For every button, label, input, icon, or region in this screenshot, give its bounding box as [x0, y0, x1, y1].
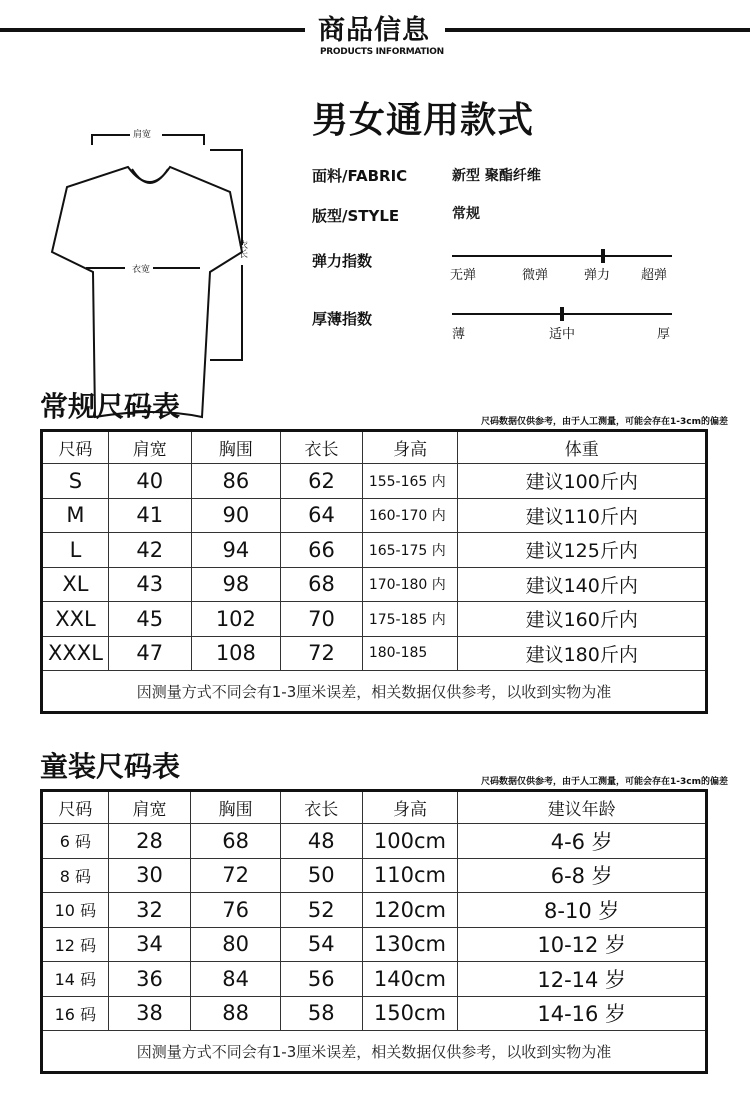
table-row	[42, 927, 707, 962]
table-cell: 47	[108, 636, 191, 671]
table-cell: 衣长	[281, 431, 363, 464]
fabric-label: 面料/FABRIC	[312, 167, 408, 185]
table-cell: 6 码	[42, 824, 109, 859]
table-cell: 6-8 岁	[458, 858, 707, 893]
table-cell: 4-6 岁	[458, 824, 707, 859]
table-footer-note: 因测量方式不同会有1-3厘米误差，相关数据仅供参考，以收到实物为准	[42, 1031, 707, 1073]
table-cell: 建议110斤内	[458, 498, 707, 533]
table-cell: 180-185	[362, 636, 458, 671]
table-cell: 94	[191, 533, 281, 568]
table-cell: 28	[108, 824, 191, 859]
elasticity-label: 弹力指数	[312, 252, 373, 270]
table-cell: 身高	[362, 791, 458, 824]
table-cell: 42	[108, 533, 191, 568]
table-cell: 130cm	[362, 927, 458, 962]
thickness-tick: 厚	[657, 327, 671, 342]
table-row	[42, 636, 707, 671]
table-cell: 175-185 内	[362, 602, 458, 637]
table-cell: 88	[191, 996, 281, 1031]
thickness-label: 厚薄指数	[312, 310, 373, 328]
table-cell: 100cm	[362, 824, 458, 859]
elasticity-tick: 无弹	[450, 268, 477, 283]
table-cell: 68	[281, 567, 363, 602]
table-cell: 43	[108, 567, 191, 602]
table-cell: 150cm	[362, 996, 458, 1031]
fabric-value: 新型 聚酯纤维	[452, 168, 541, 184]
table-cell: 62	[281, 464, 363, 499]
length-label: 衣长	[237, 240, 247, 258]
table-cell: 45	[108, 602, 191, 637]
table-cell: 肩宽	[108, 431, 191, 464]
kids-size-title: 童装尺码表	[40, 750, 181, 783]
thickness-scale	[452, 313, 672, 315]
section-title: 商品信息	[318, 15, 430, 46]
table-cell: 68	[191, 824, 281, 859]
table-footer-row	[42, 1031, 707, 1073]
shoulder-label: 肩宽	[133, 130, 152, 140]
elasticity-tick: 超弹	[641, 268, 668, 283]
header-rule-left	[0, 28, 305, 32]
table-cell: 108	[191, 636, 281, 671]
table-cell: 胸围	[191, 431, 281, 464]
table-cell: 建议160斤内	[458, 602, 707, 637]
elasticity-tick: 微弹	[522, 268, 549, 283]
table-cell: 110cm	[362, 858, 458, 893]
table-cell: 建议125斤内	[458, 533, 707, 568]
table-cell: 84	[191, 962, 281, 997]
table-cell: 40	[108, 464, 191, 499]
table-cell: 建议140斤内	[458, 567, 707, 602]
table-cell: 衣长	[280, 791, 362, 824]
table-cell: 52	[280, 893, 362, 928]
table-cell: 102	[191, 602, 281, 637]
header-rule-right	[445, 28, 750, 32]
adult-size-table	[40, 429, 708, 714]
elasticity-scale	[452, 255, 672, 257]
table-row	[42, 533, 707, 568]
table-cell: 72	[191, 858, 281, 893]
table-cell: 86	[191, 464, 281, 499]
table-row	[42, 824, 707, 859]
table-cell: 66	[281, 533, 363, 568]
table-cell: 76	[191, 893, 281, 928]
table-cell: 8-10 岁	[458, 893, 707, 928]
table-header-row	[42, 791, 707, 824]
table-cell: 50	[280, 858, 362, 893]
table-cell: 58	[280, 996, 362, 1031]
kids-size-note: 尺码数据仅供参考，由于人工测量，可能会存在1-3cm的偏差	[481, 777, 728, 787]
style-value: 常规	[452, 206, 480, 222]
table-cell: 16 码	[42, 996, 109, 1031]
table-cell: 14-16 岁	[458, 996, 707, 1031]
table-cell: S	[42, 464, 109, 499]
table-cell: 胸围	[191, 791, 281, 824]
table-cell: 36	[108, 962, 191, 997]
table-row	[42, 962, 707, 997]
table-cell: M	[42, 498, 109, 533]
table-cell: 155-165 内	[362, 464, 458, 499]
table-row	[42, 498, 707, 533]
table-cell: 34	[108, 927, 191, 962]
table-cell: XXL	[42, 602, 109, 637]
table-row	[42, 602, 707, 637]
table-cell: 建议年龄	[458, 791, 707, 824]
table-row	[42, 858, 707, 893]
kids-size-table	[40, 789, 708, 1074]
table-cell: 70	[281, 602, 363, 637]
table-cell: 建议100斤内	[458, 464, 707, 499]
table-cell: 72	[281, 636, 363, 671]
table-cell: 30	[108, 858, 191, 893]
section-subtitle: PRODUCTS INFORMATION	[320, 47, 444, 57]
table-cell: 身高	[362, 431, 458, 464]
table-row	[42, 996, 707, 1031]
thickness-tick: 薄	[452, 327, 466, 342]
table-cell: 体重	[458, 431, 707, 464]
thickness-tick: 适中	[549, 327, 576, 342]
table-cell: 10 码	[42, 893, 109, 928]
table-cell: 170-180 内	[362, 567, 458, 602]
table-cell: 41	[108, 498, 191, 533]
table-cell: 14 码	[42, 962, 109, 997]
table-cell: L	[42, 533, 109, 568]
table-cell: 尺码	[42, 431, 109, 464]
style-label: 版型/STYLE	[312, 207, 400, 225]
table-cell: 8 码	[42, 858, 109, 893]
table-header-row	[42, 431, 707, 464]
adult-size-title: 常规尺码表	[40, 390, 181, 423]
table-cell: 54	[280, 927, 362, 962]
table-cell: 32	[108, 893, 191, 928]
table-cell: XXXL	[42, 636, 109, 671]
table-cell: 140cm	[362, 962, 458, 997]
table-footer-note: 因测量方式不同会有1-3厘米误差，相关数据仅供参考，以收到实物为准	[42, 671, 707, 713]
table-cell: 56	[280, 962, 362, 997]
table-cell: 160-170 内	[362, 498, 458, 533]
table-cell: 10-12 岁	[458, 927, 707, 962]
table-cell: 98	[191, 567, 281, 602]
table-footer-row	[42, 671, 707, 713]
table-row	[42, 567, 707, 602]
table-cell: 90	[191, 498, 281, 533]
body-width-label: 衣宽	[132, 265, 151, 275]
table-cell: 38	[108, 996, 191, 1031]
table-cell: 建议180斤内	[458, 636, 707, 671]
elasticity-marker	[601, 249, 605, 263]
table-cell: 80	[191, 927, 281, 962]
table-cell: 尺码	[42, 791, 109, 824]
table-cell: XL	[42, 567, 109, 602]
table-cell: 12-14 岁	[458, 962, 707, 997]
product-title: 男女通用款式	[312, 100, 535, 141]
table-cell: 12 码	[42, 927, 109, 962]
table-cell: 120cm	[362, 893, 458, 928]
table-row	[42, 464, 707, 499]
elasticity-tick: 弹力	[584, 268, 611, 283]
table-cell: 48	[280, 824, 362, 859]
table-row	[42, 893, 707, 928]
table-cell: 64	[281, 498, 363, 533]
thickness-marker	[560, 307, 564, 321]
table-cell: 165-175 内	[362, 533, 458, 568]
table-cell: 肩宽	[108, 791, 191, 824]
adult-size-note: 尺码数据仅供参考，由于人工测量，可能会存在1-3cm的偏差	[481, 417, 728, 427]
